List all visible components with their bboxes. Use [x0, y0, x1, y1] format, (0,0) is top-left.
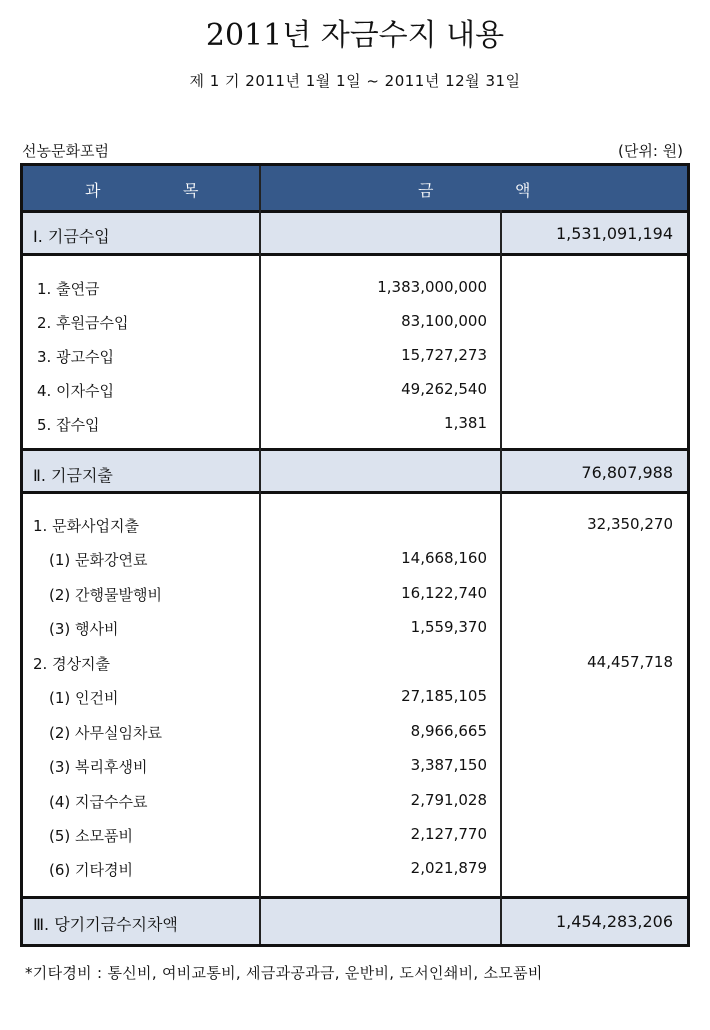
expense-group-label: 1. 문화사업지출 [33, 517, 140, 535]
expense-item-label: (1) 인건비 [49, 689, 119, 707]
divider [23, 253, 687, 256]
table-header [23, 166, 687, 210]
expense-item-label: (3) 행사비 [49, 620, 119, 638]
income-item-label: 4. 이자수입 [37, 382, 115, 400]
expense-item-amount: 1,559,370 [410, 618, 487, 636]
expense-item-label: (6) 기타경비 [49, 861, 133, 879]
column-divider [500, 210, 502, 944]
balance-total: 1,454,283,206 [555, 912, 673, 931]
balance-section-label: Ⅲ. 당기기금수지차액 [33, 915, 178, 934]
header-amount-char-2: 액 [515, 181, 531, 200]
expense-item-label: (1) 문화강연료 [49, 551, 148, 569]
organization-name: 선농문화포럼 [22, 142, 109, 160]
income-item-amount: 83,100,000 [401, 312, 487, 330]
income-item-amount: 15,727,273 [401, 346, 487, 364]
expense-section-label: Ⅱ. 기금지출 [33, 466, 113, 485]
expense-item-amount: 16,122,740 [401, 584, 487, 602]
income-item-label: 5. 잡수입 [37, 416, 100, 434]
expense-section-row [23, 451, 687, 491]
expense-item-label: (5) 소모품비 [49, 827, 133, 845]
balance-section-row [23, 899, 687, 944]
expense-item-amount: 2,127,770 [410, 825, 487, 843]
page-title: 2011년 자금수지 내용 [205, 18, 505, 53]
income-item-amount: 1,383,000,000 [377, 278, 487, 296]
column-divider [259, 166, 261, 944]
expense-group-subtotal: 32,350,270 [587, 515, 673, 533]
expense-item-amount: 3,387,150 [410, 756, 487, 774]
income-item-amount: 1,381 [444, 414, 487, 432]
income-item-amount: 49,262,540 [401, 380, 487, 398]
income-section-row [23, 213, 687, 253]
footnote: *기타경비 : 통신비, 여비교통비, 세금과공과금, 운반비, 도서인쇄비, 소모품비 [25, 964, 543, 982]
fiscal-period: 제 1 기 2011년 1월 1일 ~ 2011년 12월 31일 [189, 72, 521, 90]
header-subject-char-1: 과 [85, 181, 101, 200]
header-subject-char-2: 목 [183, 181, 199, 200]
expense-group-label: 2. 경상지출 [33, 655, 111, 673]
unit-label: (단위: 원) [618, 142, 683, 160]
expense-item-amount: 8,966,665 [410, 722, 487, 740]
income-total: 1,531,091,194 [555, 224, 673, 243]
expense-item-amount: 14,668,160 [401, 549, 487, 567]
expense-item-amount: 2,791,028 [410, 791, 487, 809]
expense-item-amount: 2,021,879 [410, 859, 487, 877]
expense-item-label: (3) 복리후생비 [49, 758, 148, 776]
expense-item-label: (2) 사무실임차료 [49, 724, 162, 742]
income-item-label: 3. 광고수입 [37, 348, 115, 366]
income-section-label: Ⅰ. 기금수입 [33, 227, 110, 246]
fund-statement-table [20, 163, 690, 947]
income-item-label: 2. 후원금수입 [37, 314, 129, 332]
expense-group-subtotal: 44,457,718 [587, 653, 673, 671]
divider [23, 491, 687, 494]
expense-item-amount: 27,185,105 [401, 687, 487, 705]
income-item-label: 1. 출연금 [37, 280, 100, 298]
header-amount-char-1: 금 [418, 181, 434, 200]
expense-item-label: (2) 간행물발행비 [49, 586, 162, 604]
expense-total: 76,807,988 [581, 463, 673, 482]
expense-item-label: (4) 지급수수료 [49, 793, 148, 811]
